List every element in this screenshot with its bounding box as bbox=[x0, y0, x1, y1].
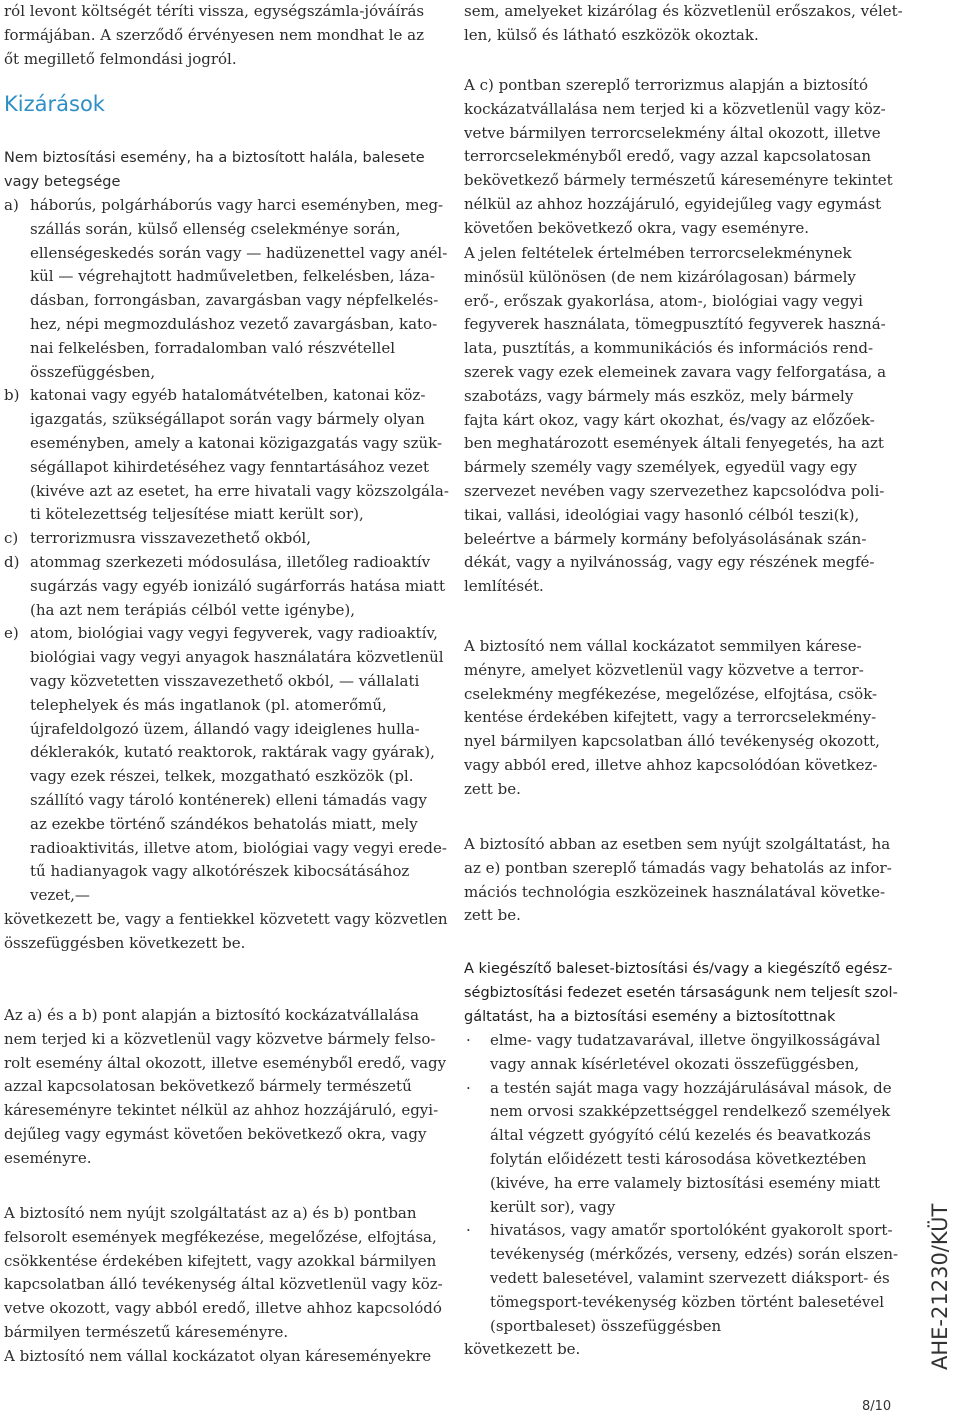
text-line: által végzett gyógyító célú kezelés és beavatkozás bbox=[490, 1126, 871, 1145]
text-line: A c) pontban szereplő terrorizmus alapján a biztosító bbox=[464, 76, 869, 94]
text-line: vedett balesetével, valamint szervezett diáksport- és bbox=[490, 1268, 890, 1287]
text-line: katonai vagy egyéb hatalomátvételben, katonai köz- bbox=[30, 386, 426, 405]
text-line: A biztosító nem vállal kockázatot semmilyen kárese- bbox=[464, 637, 862, 655]
bullet-marker: · bbox=[466, 1221, 471, 1240]
bullet-list bbox=[464, 1029, 904, 1362]
text-line: ségbiztosítási fedezet esetén társaságunk nem teljesít szol- bbox=[464, 984, 898, 1001]
text-line: szállás során, külső ellenség cselekménye során, bbox=[30, 219, 401, 238]
text-line: elme- vagy tudatzavarával, illetve öngyilkosságával bbox=[490, 1031, 881, 1049]
text-line: az e) pontban szereplő támadás vagy behatolás az infor- bbox=[464, 858, 892, 877]
text-line: a testén saját maga vagy hozzájárulásával mások, de bbox=[490, 1078, 892, 1097]
paragraph bbox=[464, 833, 892, 928]
text-line: (kivéve azt az esetet, ha erre hivatali vagy közszolgála- bbox=[30, 481, 449, 500]
text-line: került sor), vagy bbox=[490, 1197, 616, 1216]
document-code: AHE-21230/KÜT bbox=[928, 1203, 952, 1370]
text-line: folytán előidézett testi károsodása következtében bbox=[490, 1149, 867, 1168]
text-line: ségállapot kihirdetéséhez vagy fenntartásához vezet bbox=[30, 457, 430, 476]
text-line: biológiai vagy vegyi anyagok használatára közvetlenül bbox=[30, 648, 444, 667]
text-line: A biztosító nem nyújt szolgáltatást az a) és b) pontban bbox=[4, 1204, 417, 1222]
text-line: nai felkelésben, forradalomban való részvétellel bbox=[30, 338, 396, 357]
text-line: őt megillető felmondási jogról. bbox=[4, 49, 237, 68]
list-item bbox=[4, 384, 449, 527]
text-line: fegyverek használata, tömegpusztító fegyverek haszná- bbox=[464, 315, 886, 334]
text-line: zett be. bbox=[464, 906, 521, 925]
text-line: vagy ezek részei, telkek, mozgatható eszközök (pl. bbox=[30, 767, 414, 786]
text-line: nyel bármilyen kapcsolatban álló tevékenység okozott, bbox=[464, 732, 880, 751]
exclusion-intro bbox=[4, 147, 436, 195]
text-line: káreseményre tekintet nélkül az ahhoz hozzájáruló, egyi- bbox=[4, 1101, 439, 1120]
text-line: A jelen feltételek értelmében terrorcselekménynek bbox=[464, 244, 852, 262]
text-line: telephelyek és más ingatlanok (pl. atomerőmű, bbox=[30, 695, 387, 714]
text-line: atommag szerkezeti módosulása, illetőleg radioaktív bbox=[30, 552, 431, 571]
text-line: eseményre. bbox=[4, 1148, 92, 1167]
text-line: nem terjed ki a közvetlenül vagy közvetve bármely felso- bbox=[4, 1029, 436, 1048]
paragraph bbox=[4, 1202, 443, 1369]
text-line: (kivéve, ha erre valamely biztosítási esemény miatt bbox=[490, 1173, 881, 1192]
text-line: kockázatvállalása nem terjed ki a közvetlenül vagy köz- bbox=[464, 99, 886, 118]
text-line: dásban, forrongásban, zavargásban vagy népfelkelés- bbox=[30, 291, 439, 310]
text-line: vagy annak kísérletével okozati összefüggésben, bbox=[490, 1054, 860, 1073]
text-line: sugárzás vagy egyéb ionizáló sugárforrás hatása miatt bbox=[30, 576, 445, 595]
text-line: vetve bármilyen terrorcselekmény által okozott, illetve bbox=[464, 123, 881, 142]
paragraph bbox=[464, 74, 893, 241]
list-item bbox=[4, 527, 436, 551]
text-line: atom, biológiai vagy vegyi fegyverek, vagy radioaktív, bbox=[30, 624, 438, 643]
text-line: mációs technológia eszközeinek használatával követke- bbox=[464, 882, 886, 901]
exclusion-list bbox=[4, 194, 449, 956]
text-line: sem, amelyeket kizárólag és közvetlenül erőszakos, vélet- bbox=[464, 2, 903, 20]
text-line: lata, pusztítás, a kommunikációs és információs rend- bbox=[464, 339, 874, 358]
text-line: formájában. A szerződő érvényesen nem mondhat le az bbox=[4, 25, 424, 44]
text-line: lemlítését. bbox=[464, 577, 544, 596]
list-marker: d) bbox=[4, 552, 20, 571]
text-line: bármely személy vagy személyek, egyedül vagy egy bbox=[464, 458, 857, 477]
text-line: terrorizmusra visszavezethető okból, bbox=[30, 529, 311, 548]
text-line: len, külső és látható eszközök okoztak. bbox=[464, 25, 759, 44]
text-line: dejűleg vagy egymást követően bekövetkező okra, vagy bbox=[4, 1124, 427, 1143]
text-line: vetve okozott, vagy abból eredő, illetve ahhoz kapcsolódó bbox=[4, 1299, 442, 1318]
intro-paragraph bbox=[4, 0, 424, 71]
text-line: következett be, vagy a fentiekkel közvetett vagy közvetlen bbox=[4, 909, 448, 928]
text-line: szabotázs, vagy bármely más eszköz, mely bármely bbox=[464, 386, 854, 405]
text-line: bármilyen természetű káreseményre. bbox=[4, 1322, 289, 1341]
bullet-marker: · bbox=[466, 1031, 471, 1049]
text-line: A biztosító nem vállal kockázatot olyan káreseményekre bbox=[4, 1346, 432, 1365]
text-line: fajta kárt okoz, vagy kárt okozhat, és/vagy az előzőek- bbox=[464, 410, 875, 429]
text-line: radioaktivitás, illetve atom, biológiai vagy vegyi erede- bbox=[30, 838, 447, 857]
page-number: 8/10 bbox=[862, 1399, 892, 1414]
list-item bbox=[4, 194, 448, 384]
text-line: cselekmény megfékezése, megelőzése, elfojtása, csök- bbox=[464, 684, 878, 703]
text-line: rolt esemény által okozott, illetve eseményből eredő, vagy bbox=[4, 1053, 447, 1072]
list-marker: b) bbox=[4, 386, 20, 405]
text-line: kentése érdekében kifejtett, vagy a terrorcselekmény- bbox=[464, 708, 877, 727]
list-item bbox=[464, 1077, 904, 1220]
text-line: eseményben, amely a katonai közigazgatás vagy szük- bbox=[30, 433, 443, 452]
text-line: hivatásos, vagy amatőr sportolóként gyakorolt sport- bbox=[490, 1221, 893, 1240]
text-line: felsorolt események megfékezése, megelőzése, elfojtása, bbox=[4, 1227, 437, 1246]
text-line: A biztosító abban az esetben sem nyújt szolgáltatást, ha bbox=[464, 835, 891, 853]
text-line: tömegsport-tevékenység közben történt balesetével bbox=[490, 1292, 885, 1311]
text-line: beleértve a bármely kormány befolyásolásának szán- bbox=[464, 529, 867, 548]
text-line: bekövetkező bármely természetű káreseményre tekintet bbox=[464, 171, 893, 190]
text-line: csökkentése érdekében kifejtett, vagy azokkal bármilyen bbox=[4, 1251, 437, 1270]
text-line: vagy betegsége bbox=[4, 173, 121, 190]
text-line: vagy abból ered, illetve ahhoz kapcsolódóan következ- bbox=[464, 755, 878, 774]
text-line: ményre, amelyet közvetlenül vagy közvetve a terror- bbox=[464, 660, 864, 679]
text-line: vagy közvetetten visszavezethető okból, — vállalati bbox=[30, 671, 420, 690]
text-line: összefüggésben következett be. bbox=[4, 933, 246, 952]
list-marker: c) bbox=[4, 529, 19, 548]
text-line: Nem biztosítási esemény, ha a biztosított halála, balesete bbox=[4, 150, 425, 166]
text-line: erő-, erőszak gyakorlása, atom-, biológiai vagy vegyi bbox=[464, 291, 863, 310]
text-line: hez, népi megmozduláshoz vezető zavargásban, kato- bbox=[30, 314, 438, 333]
text-line: háborús, polgárháborús vagy harci eseményben, meg- bbox=[30, 196, 444, 214]
text-line: következett be. bbox=[464, 1340, 581, 1359]
text-line: A kiegészítő baleset-biztosítási és/vagy a kiegészítő egész- bbox=[464, 961, 893, 977]
text-line: zett be. bbox=[464, 779, 521, 798]
text-line: az ezekbe történő szándékos behatolás miatt, mely bbox=[30, 814, 418, 833]
text-line: (sportbaleset) összefüggésben bbox=[490, 1316, 722, 1335]
text-line: újrafeldolgozó üzem, állandó vagy ideiglenes hulla- bbox=[30, 719, 420, 738]
text-line: tevékenység (mérkőzés, verseny, edzés) során elszen- bbox=[490, 1245, 899, 1264]
text-line: Az a) és a b) pont alapján a biztosító kockázatvállalása bbox=[4, 1006, 419, 1024]
list-item bbox=[4, 551, 445, 622]
text-line: vezet,— bbox=[30, 886, 90, 905]
section-heading: Kizárások bbox=[4, 92, 105, 116]
text-line: gáltatást, ha a biztosítási esemény a biztosítottnak bbox=[464, 1008, 836, 1025]
text-line: szállító vagy tároló konténerek) elleni támadás vagy bbox=[30, 790, 427, 809]
text-line: kül — végrehajtott hadműveletben, felkelésben, láza- bbox=[30, 267, 435, 286]
supplementary-exclusion-title bbox=[464, 958, 898, 1029]
text-line: tű hadianyagok vagy alkotórészek kibocsátásához bbox=[30, 862, 410, 881]
list-marker: a) bbox=[4, 196, 19, 214]
paragraph bbox=[464, 242, 886, 599]
text-line: (ha azt nem terápiás célból vette igénybe), bbox=[30, 600, 356, 619]
text-line: igazgatás, szükségállapot során vagy bármely olyan bbox=[30, 410, 425, 429]
text-line: összefüggésben, bbox=[30, 362, 156, 381]
text-line: terrorcselekményből eredő, vagy azzal kapcsolatosan bbox=[464, 147, 872, 166]
text-line: ról levont költségét téríti vissza, egységszámla-jóváírás bbox=[4, 2, 425, 20]
paragraph bbox=[4, 1004, 446, 1171]
text-line: szerek vagy ezek elemeinek zavara vagy felforgatása, a bbox=[464, 362, 887, 381]
text-line: tikai, vallási, ideológiai vagy hasonló célból teszi(k), bbox=[464, 505, 860, 524]
text-line: ti kötelezettség teljesítése miatt került sor), bbox=[30, 505, 364, 524]
text-line: kapcsolatban álló tevékenység által közvetlenül vagy köz- bbox=[4, 1275, 443, 1294]
text-line: ellenségeskedés során vagy — hadüzenettel vagy anél- bbox=[30, 243, 448, 262]
text-line: nélkül az ahhoz hozzájáruló, egyidejűleg vagy egymást bbox=[464, 194, 882, 213]
text-line: követően bekövetkező okra, vagy eseményre. bbox=[464, 218, 810, 237]
text-line: ben meghatározott események általi fenyegetés, ha azt bbox=[464, 434, 884, 453]
list-item bbox=[4, 622, 447, 908]
list-item bbox=[464, 1219, 904, 1338]
text-line: déklerakók, kutató reaktorok, raktárak vagy gyárak), bbox=[30, 743, 435, 762]
text-line: szervezet nevében vagy szervezethez kapcsolódva poli- bbox=[464, 481, 885, 500]
text-line: nem orvosi szakképzettséggel rendelkező személyek bbox=[490, 1102, 891, 1121]
text-line: dékát, vagy a nyilvánosság, vagy egy részének megfé- bbox=[464, 553, 875, 572]
text-line: azzal kapcsolatosan bekövetkező bármely természetű bbox=[4, 1077, 412, 1096]
paragraph bbox=[464, 635, 880, 802]
bullet-marker: · bbox=[466, 1078, 471, 1097]
list-item bbox=[464, 1029, 904, 1077]
text-line: minősül különösen (de nem kizárólagosan) bármely bbox=[464, 267, 856, 286]
list-marker: e) bbox=[4, 624, 19, 643]
paragraph bbox=[464, 0, 903, 48]
